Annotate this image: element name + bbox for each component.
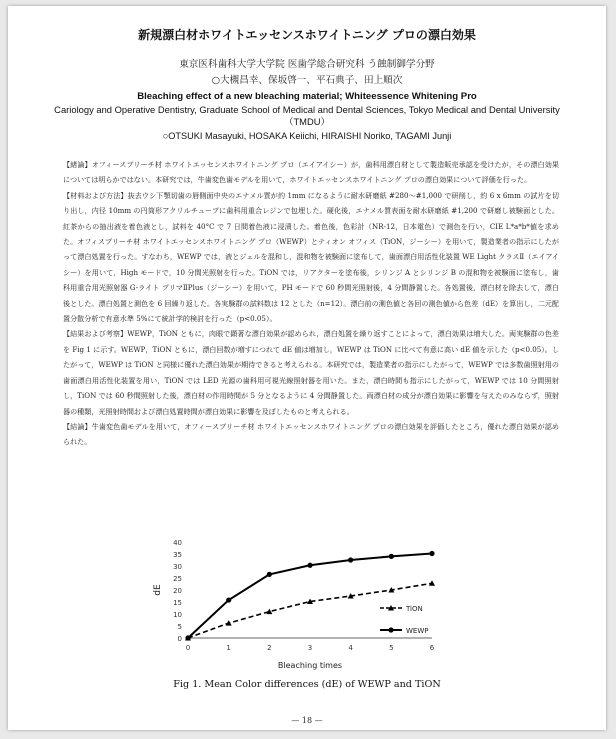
y-tick-label: 40 <box>173 539 182 547</box>
y-tick-label: 30 <box>173 563 182 571</box>
legend-label-wewp: WEWP <box>406 627 429 635</box>
affiliation-en: Cariology and Operative Dentistry, Graduate School of Medical and Dental Sciences, Tokyo Medical and Dental University （TMDU） <box>54 104 560 128</box>
figure-chart <box>138 528 470 678</box>
line-chart <box>138 528 470 678</box>
y-tick-label: 20 <box>173 587 182 595</box>
y-tick-label: 35 <box>173 551 182 559</box>
x-tick-label: 2 <box>267 644 272 652</box>
conclusion-paragraph: 【結論】牛歯変色歯モデルを用いて，オフィースブリーチ材 ホワイトエッセンスホワイトニング プロの漂白効果を評価したところ，優れた漂白効果が認められた。 <box>63 421 559 447</box>
y-tick-label: 0 <box>177 635 182 643</box>
x-tick-label: 5 <box>389 644 394 652</box>
data-point-wewp <box>267 572 272 577</box>
legend-marker <box>388 627 393 632</box>
data-point-wewp <box>226 597 231 602</box>
affiliation-jp: 東京医科歯科大学大学院 医歯学総合研究科 う蝕制御学分野 <box>179 59 435 70</box>
results-paragraph: 【結果および考察】WEWP，TiON ともに，肉眼で顕著な漂白効果が認められ，漂白処置を繰り返すことによって，漂白効果は増大した。両実験群の色差を Fig 1 に示す。WEWP，TiON ともに，漂白回数が増すにつれて dE 値は増加し，WEWP は TiON に比べて有意に高い dE 値を示した（p<0.05）。したがって，WEWP は TiON と同様に優れた漂白効果が期待できると考えられる。本研究では，製造業者の指示にしたがって，WEWP では多数歯照射用の歯面漂白用活性化装置を用い，TiON では LED 光源の歯科用可視光線照射器を用いた。また，漂白時間も指示にしたがって，WEWP では 10 分間照射し，TiON では 60 秒間照射した後，漂白材の作用時間が 5 分となるように 4 分間静置した。両漂白材の成分が漂白効果に影響を与えたのみならず，照射器の種類，光照射時間および漂白処置時間が漂白効果に影響を及ぼしたものと考えられる。 <box>63 329 559 416</box>
x-tick-label: 4 <box>348 644 353 652</box>
methods-paragraph: 【材料および方法】抜去ウシ下顎切歯の唇側面中央のエナメル質が約 1mm になるように耐水研磨紙 #280～#1,000 で研削し，約 6 x 6mm の試片を切り出し，内径 10mm の円筒形アクリルチューブに歯科用重合レジンで包埋した。硬化後，エナメル質表面を耐水研磨紙 #1,200 で研磨し被験面とした。紅茶からの抽出液を着色液とし，試料を 40°C で 7 日間着色液に浸漬した。着色後，色彩計（NR-12，日本電色）で測色を行い，CIE L*a*b*値を求めた。オフィスブリーチ材 ホワイトエッセンスホワイトニング プロ（WEWP）とティオン オフィス（TiON，ジーシー）を用いて，製造業者の指示にしたがって漂白処置を行った。すなわち，WEWP では，液とジェルを混和し，混和物を被験面に塗布して，歯面漂白用活性化装置 WE Light クラスⅡ（エイアイシー）を用いて，High モードで，10 分間光照射を行った。TiON では，リアクターを塗布後，シリンジ A とシリンジ B の混和物を被験面に塗布し，歯科用重合用光照射器 G-ライト プリマⅡPlus（ジーシー）を用いて，PH モードで 60 秒間光照射後，4 分間静置した。各処置後，漂白材を除去して，漂白後とした。漂白処置と測色を 6 回繰り返した。各実験群の試料数は 12 とした（n=12）。漂白前の測色値と各回の測色値から色差（dE）を算出し，二元配置分散分析で有意水準 5%にて統計学的検討を行った（p<0.05）。 <box>63 190 559 324</box>
paper-title-jp: 新規漂白材ホワイトエッセンスホワイトニング プロの漂白効果 <box>138 28 476 42</box>
figure-caption: Fig 1. Mean Color differences (dE) of WEWP and TiON <box>173 679 441 690</box>
legend-label-tion: TiON <box>406 605 423 613</box>
data-point-wewp <box>348 557 353 562</box>
page-number: — 18 — <box>291 716 323 725</box>
data-point-tion <box>226 620 232 626</box>
authors-en: ○OTSUKI Masayuki, HOSAKA Keiichi, HIRAISHI Noriko, TAGAMI Junji <box>162 131 452 141</box>
y-axis-label: dE <box>153 584 163 596</box>
y-tick-label: 10 <box>173 611 182 619</box>
y-tick-label: 15 <box>173 599 182 607</box>
authors-jp: ○大槻昌幸、保坂啓一、平石典子、田上順次 <box>211 75 403 86</box>
x-tick-label: 0 <box>185 644 191 652</box>
y-tick-label: 5 <box>177 623 182 631</box>
data-point-wewp <box>389 554 394 559</box>
y-tick-label: 25 <box>173 575 182 583</box>
body-text <box>63 157 559 450</box>
x-tick-label: 3 <box>307 644 313 652</box>
x-axis-label: Bleaching times <box>277 661 343 670</box>
data-point-wewp <box>307 563 312 568</box>
paper-title-en: Bleaching effect of a new bleaching material; Whiteessence Whitening Pro <box>137 91 477 102</box>
intro-paragraph: 【緒論】オフィースブリーチ材 ホワイトエッセンスホワイトニング プロ（エイアイシー）が，歯科用漂白材として製造販売承認を受けたが，その漂白効果については明らかではない。本研究では，牛歯変色歯モデルを用いて，ホワイトエッセンスホワイトニング プロの漂白効果について評価を行った。 <box>63 160 559 185</box>
x-tick-label: 1 <box>226 644 231 652</box>
x-tick-label: 6 <box>429 644 435 652</box>
data-point-tion <box>266 609 272 615</box>
paper-page <box>8 6 606 730</box>
data-point-wewp <box>429 551 434 556</box>
